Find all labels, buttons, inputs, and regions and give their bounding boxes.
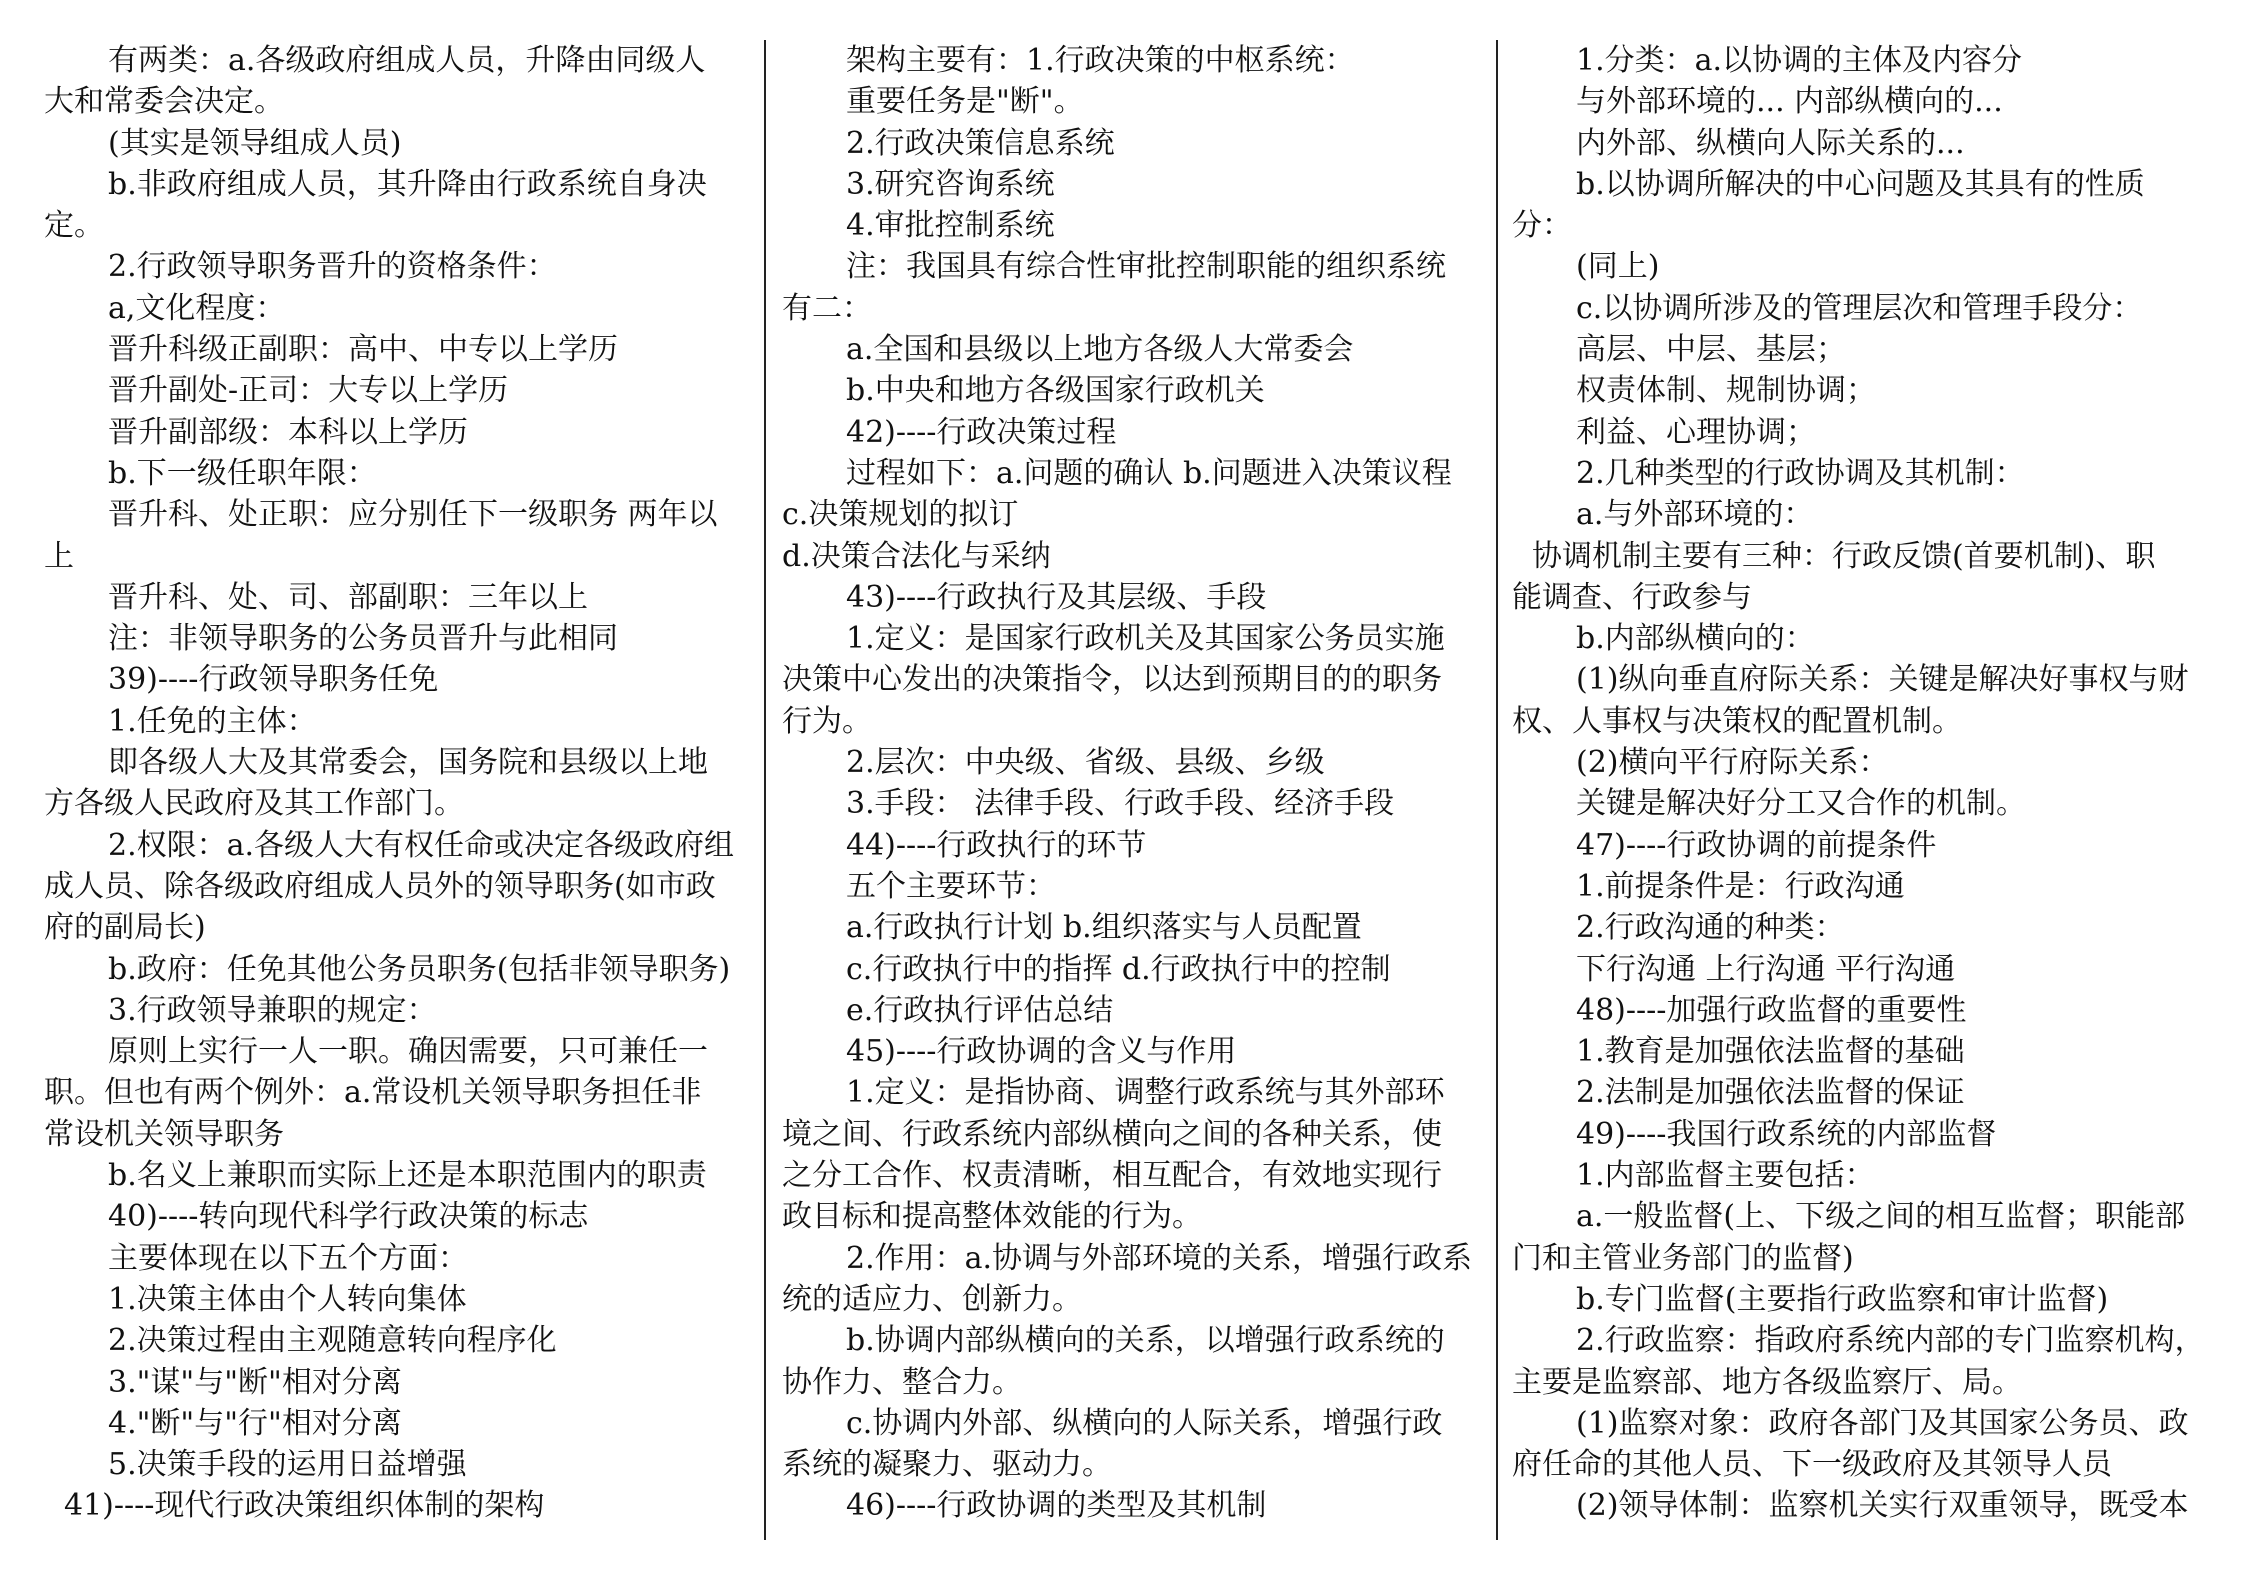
text-line: 原则上实行一人一职。确因需要，只可兼任一 xyxy=(108,1034,708,1070)
column-divider-2 xyxy=(1496,40,1498,1540)
text-line: 1.前提条件是：行政沟通 xyxy=(1576,868,1905,904)
text-line: d.决策合法化与采纳 xyxy=(782,538,1051,574)
text-line: 1.任免的主体： xyxy=(108,703,317,739)
text-line: a.与外部环境的： xyxy=(1576,497,1814,533)
text-line: 方各级人民政府及其工作部门。 xyxy=(44,786,464,822)
text-line: 架构主要有：1.行政决策的中枢系统： xyxy=(846,43,1355,78)
text-line: 晋升科、处、司、部副职：三年以上 xyxy=(108,579,588,615)
text-line: 48)----加强行政监督的重要性 xyxy=(1576,992,1967,1028)
text-line: 42)----行政决策过程 xyxy=(846,414,1117,450)
text-line: 上 xyxy=(44,538,74,574)
text-line: 41)----现代行政决策组织体制的架构 xyxy=(64,1488,545,1524)
text-line: 2.行政领导职务晋升的资格条件： xyxy=(108,249,557,285)
text-line: 晋升科、处正职：应分别任下一级职务 两年以 xyxy=(108,497,718,533)
text-line: b.专门监督(主要指行政监察和审计监督) xyxy=(1576,1281,2109,1317)
text-line: b.中央和地方各级国家行政机关 xyxy=(846,373,1265,409)
text-line: 内外部、纵横向人际关系的... xyxy=(1576,125,1965,161)
text-line: 2.权限：a.各级人大有权任命或决定各级政府组 xyxy=(108,827,735,863)
text-line: 分： xyxy=(1512,208,1572,244)
text-line: 协调机制主要有三种：行政反馈(首要机制)、职 xyxy=(1532,538,2156,574)
text-line: 2.层次：中央级、省级、县级、乡级 xyxy=(846,745,1325,781)
text-line: 能调查、行政参与 xyxy=(1512,579,1752,615)
column-divider-1 xyxy=(764,40,766,1540)
text-line: 3.行政领导兼职的规定： xyxy=(108,992,437,1028)
text-line: 府的副局长) xyxy=(44,910,206,946)
text-line: c.决策规划的拟订 xyxy=(782,497,1019,533)
text-line: 注：我国具有综合性审批控制职能的组织系统 xyxy=(846,249,1446,285)
text-line: 系统的凝聚力、驱动力。 xyxy=(782,1447,1112,1483)
text-line: a,文化程度： xyxy=(108,290,286,326)
text-line: 43)----行政执行及其层级、手段 xyxy=(846,579,1267,615)
text-line: 1.分类：a.以协调的主体及内容分 xyxy=(1576,43,2023,78)
text-line: 权责体制、规制协调； xyxy=(1576,373,1876,409)
text-line: 晋升副部级：本科以上学历 xyxy=(108,414,468,450)
text-line: 境之间、行政系统内部纵横向之间的各种关系，使 xyxy=(782,1116,1442,1152)
text-line: 利益、心理协调； xyxy=(1576,414,1816,450)
text-column-3 xyxy=(1512,40,2220,1527)
text-line: 决策中心发出的决策指令，以达到预期目的的职务 xyxy=(782,662,1442,698)
text-line: 权、人事权与决策权的配置机制。 xyxy=(1512,703,1962,739)
text-line: c.行政执行中的指挥 d.行政执行中的控制 xyxy=(846,951,1391,987)
text-line: 定。 xyxy=(44,208,104,244)
text-line: c.协调内外部、纵横向的人际关系，增强行政 xyxy=(846,1405,1443,1441)
text-line: 常设机关领导职务 xyxy=(44,1116,284,1152)
text-line: 2.行政监察：指政府系统内部的专门监察机构， xyxy=(1576,1323,2205,1359)
text-line: 即各级人大及其常委会，国务院和县级以上地 xyxy=(108,745,708,781)
text-line: 1.内部监督主要包括： xyxy=(1576,1158,1875,1194)
text-line: 44)----行政执行的环节 xyxy=(846,827,1147,863)
text-line: (2)领导体制：监察机关实行双重领导，既受本 xyxy=(1576,1488,2189,1524)
text-line: 5.决策手段的运用日益增强 xyxy=(108,1447,467,1483)
text-line: 4."断"与"行"相对分离 xyxy=(108,1405,402,1441)
text-line: (2)横向平行府际关系： xyxy=(1576,745,1889,781)
text-column-2 xyxy=(782,40,1490,1527)
text-line: 47)----行政协调的前提条件 xyxy=(1576,827,1937,863)
text-line: b.以协调所解决的中心问题及其具有的性质 xyxy=(1576,166,2145,202)
text-line: b.协调内部纵横向的关系，以增强行政系统的 xyxy=(846,1323,1445,1359)
text-line: 主要体现在以下五个方面： xyxy=(108,1240,468,1276)
text-line: b.政府：任免其他公务员职务(包括非领导职务) xyxy=(108,951,731,987)
text-line: 注：非领导职务的公务员晋升与此相同 xyxy=(108,621,618,657)
text-line: e.行政执行评估总结 xyxy=(846,992,1114,1028)
text-line: 1.定义：是国家行政机关及其国家公务员实施 xyxy=(846,621,1445,657)
text-line: (1)监察对象：政府各部门及其国家公务员、政 xyxy=(1576,1405,2189,1441)
text-line: 过程如下：a.问题的确认 b.问题进入决策议程 xyxy=(846,455,1452,491)
text-line: b.名义上兼职而实际上还是本职范围内的职责 xyxy=(108,1158,707,1194)
text-line: 2.行政决策信息系统 xyxy=(846,125,1115,161)
text-line: 有二： xyxy=(782,290,872,326)
text-line: 重要任务是"断"。 xyxy=(846,84,1084,120)
text-line: 2.作用：a.协调与外部环境的关系，增强行政系 xyxy=(846,1240,1473,1276)
text-line: a.一般监督(上、下级之间的相互监督；职能部 xyxy=(1576,1199,2186,1235)
text-line: 3.研究咨询系统 xyxy=(846,166,1055,202)
text-line: 2.几种类型的行政协调及其机制： xyxy=(1576,455,2025,491)
text-line: 2.法制是加强依法监督的保证 xyxy=(1576,1075,1965,1111)
text-line: b.内部纵横向的： xyxy=(1576,621,1815,657)
text-line: 49)----我国行政系统的内部监督 xyxy=(1576,1116,1997,1152)
text-line: 2.决策过程由主观随意转向程序化 xyxy=(108,1323,557,1359)
text-line: 46)----行政协调的类型及其机制 xyxy=(846,1488,1267,1524)
text-line: (其实是领导组成人员) xyxy=(108,125,402,161)
text-line: a.全国和县级以上地方各级人大常委会 xyxy=(846,332,1354,368)
text-line: 39)----行政领导职务任免 xyxy=(108,662,439,698)
text-line: 五个主要环节： xyxy=(846,868,1056,904)
text-line: 协作力、整合力。 xyxy=(782,1364,1022,1400)
text-line: (1)纵向垂直府际关系：关键是解决好事权与财 xyxy=(1576,662,2189,698)
text-line: 成人员、除各级政府组成人员外的领导职务(如市政 xyxy=(44,868,716,904)
text-line: 4.审批控制系统 xyxy=(846,208,1055,244)
text-column-1 xyxy=(44,40,752,1527)
text-line: a.行政执行计划 b.组织落实与人员配置 xyxy=(846,910,1362,946)
text-line: (同上) xyxy=(1576,249,1660,285)
text-line: 晋升科级正副职：高中、中专以上学历 xyxy=(108,332,618,368)
text-line: 主要是监察部、地方各级监察厅、局。 xyxy=(1512,1364,2022,1400)
text-line: c.以协调所涉及的管理层次和管理手段分： xyxy=(1576,290,2143,326)
text-line: 职。但也有两个例外：a.常设机关领导职务担任非 xyxy=(44,1075,702,1111)
text-line: 晋升副处-正司：大专以上学历 xyxy=(108,373,509,409)
text-line: 府任命的其他人员、下一级政府及其领导人员 xyxy=(1512,1447,2112,1483)
text-line: 下行沟通 上行沟通 平行沟通 xyxy=(1576,951,1956,987)
text-line: 1.教育是加强依法监督的基础 xyxy=(1576,1034,1965,1070)
text-line: 政目标和提高整体效能的行为。 xyxy=(782,1199,1202,1235)
text-line: 2.行政沟通的种类： xyxy=(1576,910,1845,946)
text-line: b.非政府组成人员，其升降由行政系统自身决 xyxy=(108,166,707,202)
text-line: 1.决策主体由个人转向集体 xyxy=(108,1281,467,1317)
text-line: 大和常委会决定。 xyxy=(44,84,284,120)
text-line: b.下一级任职年限： xyxy=(108,455,377,491)
text-line: 之分工合作、权责清晰，相互配合，有效地实现行 xyxy=(782,1158,1442,1194)
text-line: 有两类：a.各级政府组成人员，升降由同级人 xyxy=(108,43,706,78)
text-line: 行为。 xyxy=(782,703,872,739)
text-line: 统的适应力、创新力。 xyxy=(782,1281,1082,1317)
text-line: 高层、中层、基层； xyxy=(1576,332,1846,368)
text-line: 3.手段： 法律手段、行政手段、经济手段 xyxy=(846,786,1395,822)
text-line: 1.定义：是指协商、调整行政系统与其外部环 xyxy=(846,1075,1445,1111)
text-line: 45)----行政协调的含义与作用 xyxy=(846,1034,1237,1070)
text-line: 3."谋"与"断"相对分离 xyxy=(108,1364,402,1400)
text-line: 40)----转向现代科学行政决策的标志 xyxy=(108,1199,589,1235)
text-line: 门和主管业务部门的监督) xyxy=(1512,1240,1854,1276)
text-line: 与外部环境的... 内部纵横向的... xyxy=(1576,84,2003,120)
text-line: 关键是解决好分工又合作的机制。 xyxy=(1576,786,2026,822)
